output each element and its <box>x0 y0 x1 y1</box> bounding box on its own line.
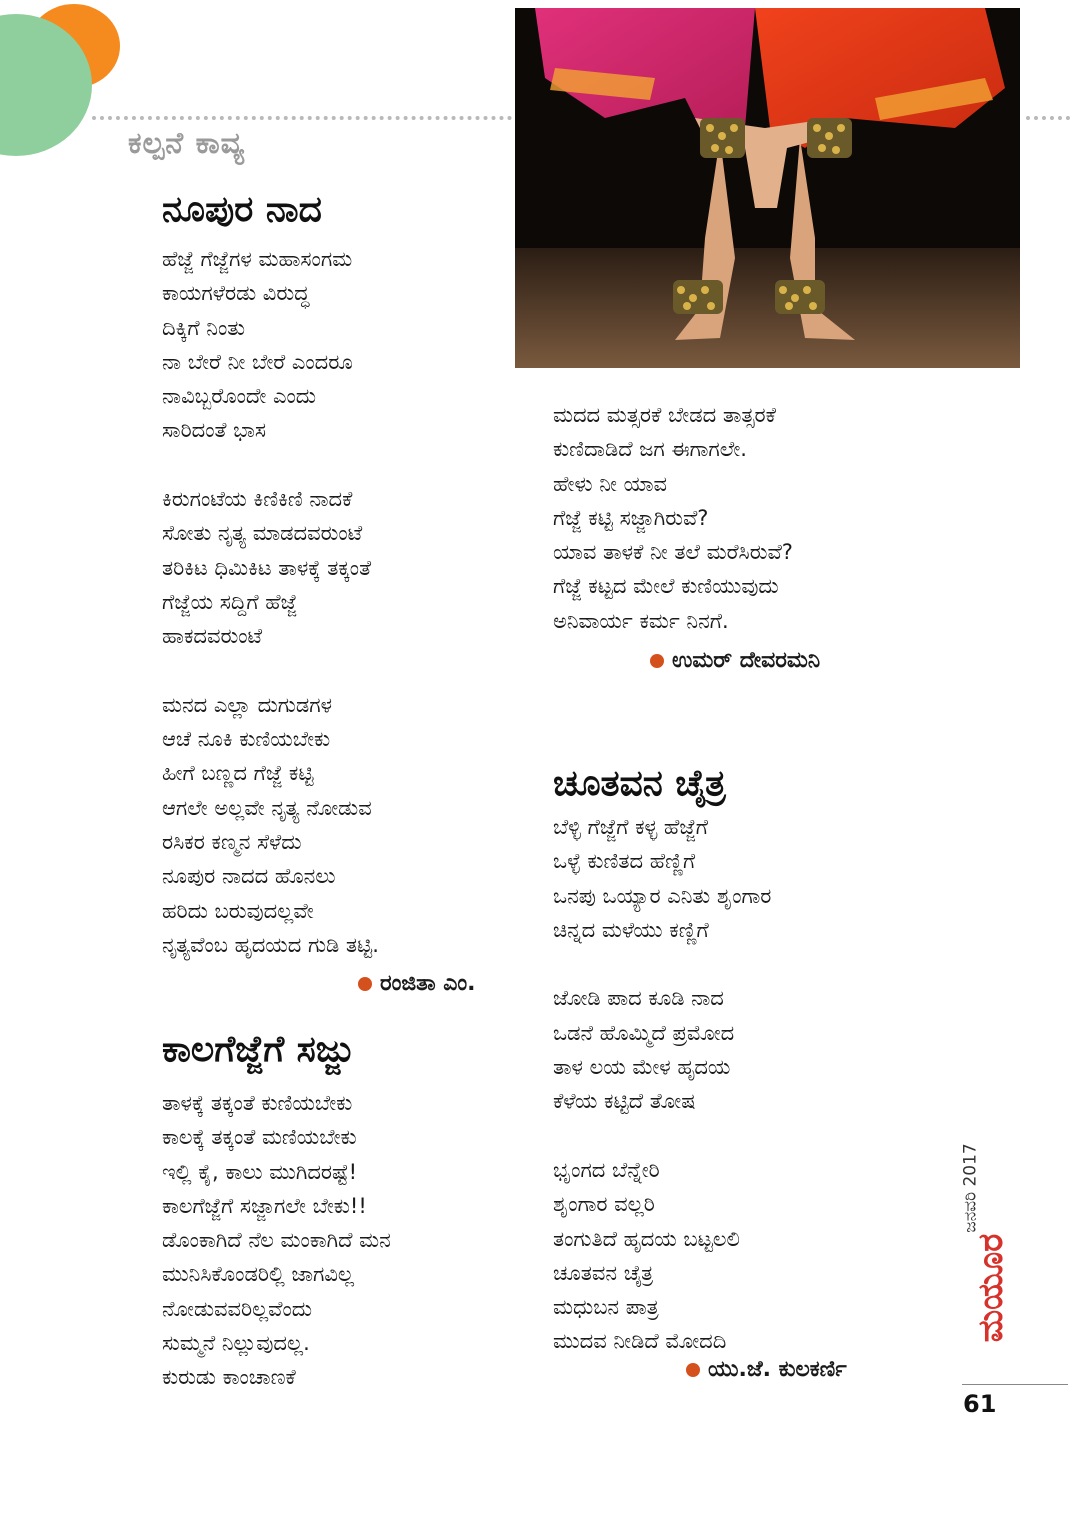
poem-line: ಮುದವ ನೀಡಿದೆ ಮೋದದಿ <box>553 1329 727 1354</box>
poem-body <box>162 242 379 962</box>
stanza-gap <box>162 654 379 688</box>
poem-line: ತಂಗುತಿದೆ ಹೃದಯ ಬಟ್ಟಲಲಿ <box>553 1226 740 1251</box>
magazine-name: ಮಯೂರ <box>971 1233 1012 1343</box>
poem-line: ಆಚೆ ನೂಕಿ ಕುಣಿಯಬೇಕು <box>162 727 331 752</box>
poem-line: ಹಾಕದವರುಂಟೆ <box>162 624 263 649</box>
poem-line: ಮದದ ಮತ್ಸರಕೆ ಬೇಡದ ತಾತ್ಸರಕೆ <box>553 403 776 427</box>
author-name: ಉಮರ್ ದೇವರಮನಿ <box>672 648 821 673</box>
poem-line: ಇಲ್ಲಿ ಕೈ, ಕಾಲು ಮುಗಿದರಷ್ಟೆ! <box>162 1159 358 1184</box>
poem-line: ಮುನಿಸಿಕೊಂಡರಿಲ್ಲಿ ಜಾಗವಿಲ್ಲ <box>162 1262 355 1287</box>
poem-line: ಗೆಜ್ಜೆ ಕಟ್ಟದ ಮೇಲೆ ಕುಣಿಯುವುದು <box>553 574 779 599</box>
section-label: ಕಲ್ಪನೆ ಕಾವ್ಯ <box>128 126 246 161</box>
poem-line: ಗೆಜ್ಜೆ ಕಟ್ಟಿ ಸಜ್ಜಾಗಿರುವೆ? <box>553 505 709 530</box>
issue-date: ಜನವರಿ 2017 <box>960 1143 981 1233</box>
poem-line: ಹೆಜ್ಜೆ ಗೆಜ್ಜೆಗಳ ಮಹಾಸಂಗಮ <box>162 247 353 271</box>
poem-line: ನೃತ್ಯವೆಂಬ ಹೃದಯದ ಗುಡಿ ತಟ್ಟಿ. <box>162 932 379 957</box>
poem-line: ಕಾಯಗಳೆರಡು ವಿರುದ್ಧ <box>162 281 310 306</box>
poem-author <box>686 1357 847 1382</box>
poem-line: ನಾ ಬೇರೆ ನೀ ಬೇರೆ ಎಂದರೂ <box>162 349 353 374</box>
dotted-divider <box>92 116 512 120</box>
poem-line: ಕೆಳೆಯ ಕಟ್ಟಿದೆ ತೋಷ <box>553 1089 696 1114</box>
poem-body <box>162 1086 391 1395</box>
stanza-gap <box>553 947 771 981</box>
poem-line: ಆಗಲೇ ಅಲ್ಲವೇ ನೃತ್ಯ ನೋಡುವ <box>162 795 372 820</box>
poem-line: ಗೆಜ್ಜೆಯ ಸದ್ದಿಗೆ ಹೆಜ್ಜೆ <box>162 589 298 614</box>
poem-line: ಯಾವ ತಾಳಕೆ ನೀ ತಲೆ ಮರೆಸಿರುವೆ? <box>553 540 793 565</box>
poem-line: ಚಿನ್ನದ ಮಳೆಯು ಕಣ್ಣಿಗೆ <box>553 917 709 942</box>
poem-line: ಕುರುಡು ಕಾಂಚಾಣಕೆ <box>162 1365 296 1390</box>
stanza-gap <box>553 1119 771 1153</box>
dancers-feet-with-ankle-bells-photo <box>515 8 1020 368</box>
poem-line: ತಾಳ ಲಯ ಮೇಳ ಹೃದಯ <box>553 1055 731 1080</box>
poem-line: ಹರಿದು ಬರುವುದಲ್ಲವೇ <box>162 898 314 923</box>
poem-title: ನೂಪುರ ನಾದ <box>162 189 322 230</box>
poem-line: ಅನಿವಾರ್ಯ ಕರ್ಮ ನಿನಗೆ. <box>553 608 729 633</box>
footer-rule <box>962 1384 1068 1385</box>
poem-line: ಸಾರಿದಂತೆ ಭಾಸ <box>162 418 267 443</box>
poem-line: ಜೋಡಿ ಪಾದ ಕೂಡಿ ನಾದ <box>553 986 724 1011</box>
poem-line: ಒನಪು ಒಯ್ಯಾರ ಎನಿತು ಶೃಂಗಾರ <box>553 883 772 908</box>
poem-line: ಕಿರುಗಂಟೆಯ ಕಿಣಿಕಿಣಿ ನಾದಕೆ <box>162 487 353 512</box>
poem-body <box>553 810 771 1359</box>
poem-line: ಒಡನೆ ಹೊಮ್ಮಿದೆ ಪ್ರಮೋದ <box>553 1020 735 1045</box>
poem-author <box>650 648 820 673</box>
poem-line: ನೋಡುವವರಿಲ್ಲವೆಂದು <box>162 1296 313 1321</box>
poem-line: ಹೇಳು ನೀ ಯಾವ <box>553 471 667 496</box>
poem-line: ಸುಮ್ಮನೆ ನಿಲ್ಲುವುದಲ್ಲ. <box>162 1331 310 1356</box>
dancers-feet-photo <box>515 8 1020 368</box>
bullet-icon <box>358 977 372 991</box>
poem-line: ರಸಿಕರ ಕಣ್ಮನ ಸೆಳೆದು <box>162 830 302 855</box>
poem-line: ಒಳ್ಳೆ ಕುಣಿತದ ಹೆಣ್ಣಿಗೆ <box>553 849 696 874</box>
poem-author <box>358 971 475 996</box>
bullet-icon <box>686 1363 700 1377</box>
poem-line: ಮಧುಬನ ಪಾತ್ರ <box>553 1295 659 1320</box>
author-name: ಯು.ಜೆ. ಕುಲಕರ್ಣಿ <box>708 1357 847 1382</box>
author-name: ರಂಜಿತಾ ಎಂ. <box>380 971 476 996</box>
poem-line: ಕಾಲಕ್ಕೆ ತಕ್ಕಂತೆ ಮಣಿಯಬೇಕು <box>162 1125 357 1150</box>
poem-line: ತರಿಕಿಟ ಧಿಮಿಕಿಟ ತಾಳಕ್ಕೆ ತಕ್ಕಂತೆ <box>162 555 372 580</box>
poem-title: ಕಾಲಗೆಜ್ಜೆಗೆ ಸಜ್ಜು <box>162 1029 354 1070</box>
poem-line: ನಾವಿಬ್ಬರೊಂದೇ ಎಂದು <box>162 384 317 409</box>
poem-line: ಡೊಂಕಾಗಿದೆ ನೆಲ ಮಂಕಾಗಿದೆ ಮನ <box>162 1228 391 1253</box>
poem-line: ಕಾಲಗೆಜ್ಜೆಗೆ ಸಜ್ಜಾಗಲೇ ಬೇಕು!! <box>162 1193 367 1218</box>
poem-line: ಕುಣಿದಾಡಿದೆ ಜಗ ಈಗಾಗಲೇ. <box>553 437 747 462</box>
poem-line: ತಾಳಕ್ಕೆ ತಕ್ಕಂತೆ ಕುಣಿಯಬೇಕು <box>162 1091 353 1115</box>
poem-line: ಹೀಗೆ ಬಣ್ಣದ ಗೆಜ್ಜೆ ಕಟ್ಟಿ <box>162 761 314 786</box>
bullet-icon <box>650 654 664 668</box>
poem-line: ಬೆಳ್ಳಿ ಗೆಜ್ಜೆಗೆ ಕಳ್ಳ ಹೆಜ್ಜೆಗೆ <box>553 815 708 839</box>
poem-line: ಭೃಂಗದ ಬೆನ್ನೇರಿ <box>553 1157 660 1182</box>
poem-line: ದಿಕ್ಕಿಗೆ ನಿಂತು <box>162 315 246 340</box>
poem-title: ಚೂತವನ ಚೈತ್ರ <box>553 763 726 804</box>
poem-line: ಚೂತವನ ಚೈತ್ರ <box>553 1260 654 1285</box>
poem-body-continued <box>553 398 793 638</box>
poem-line: ಮನದ ಎಲ್ಲಾ ದುಗುಡಗಳ <box>162 692 332 717</box>
poem-line: ಸೋತು ನೃತ್ಯ ಮಾಡದವರುಂಟೆ <box>162 521 363 546</box>
stanza-gap <box>162 448 379 482</box>
poem-line: ಶೃಂಗಾರ ವಲ್ಲರಿ <box>553 1192 655 1217</box>
poem-line: ನೂಪುರ ನಾದದ ಹೊನಲು <box>162 864 336 889</box>
dotted-divider <box>1026 116 1070 120</box>
page-number: 61 <box>963 1390 997 1418</box>
